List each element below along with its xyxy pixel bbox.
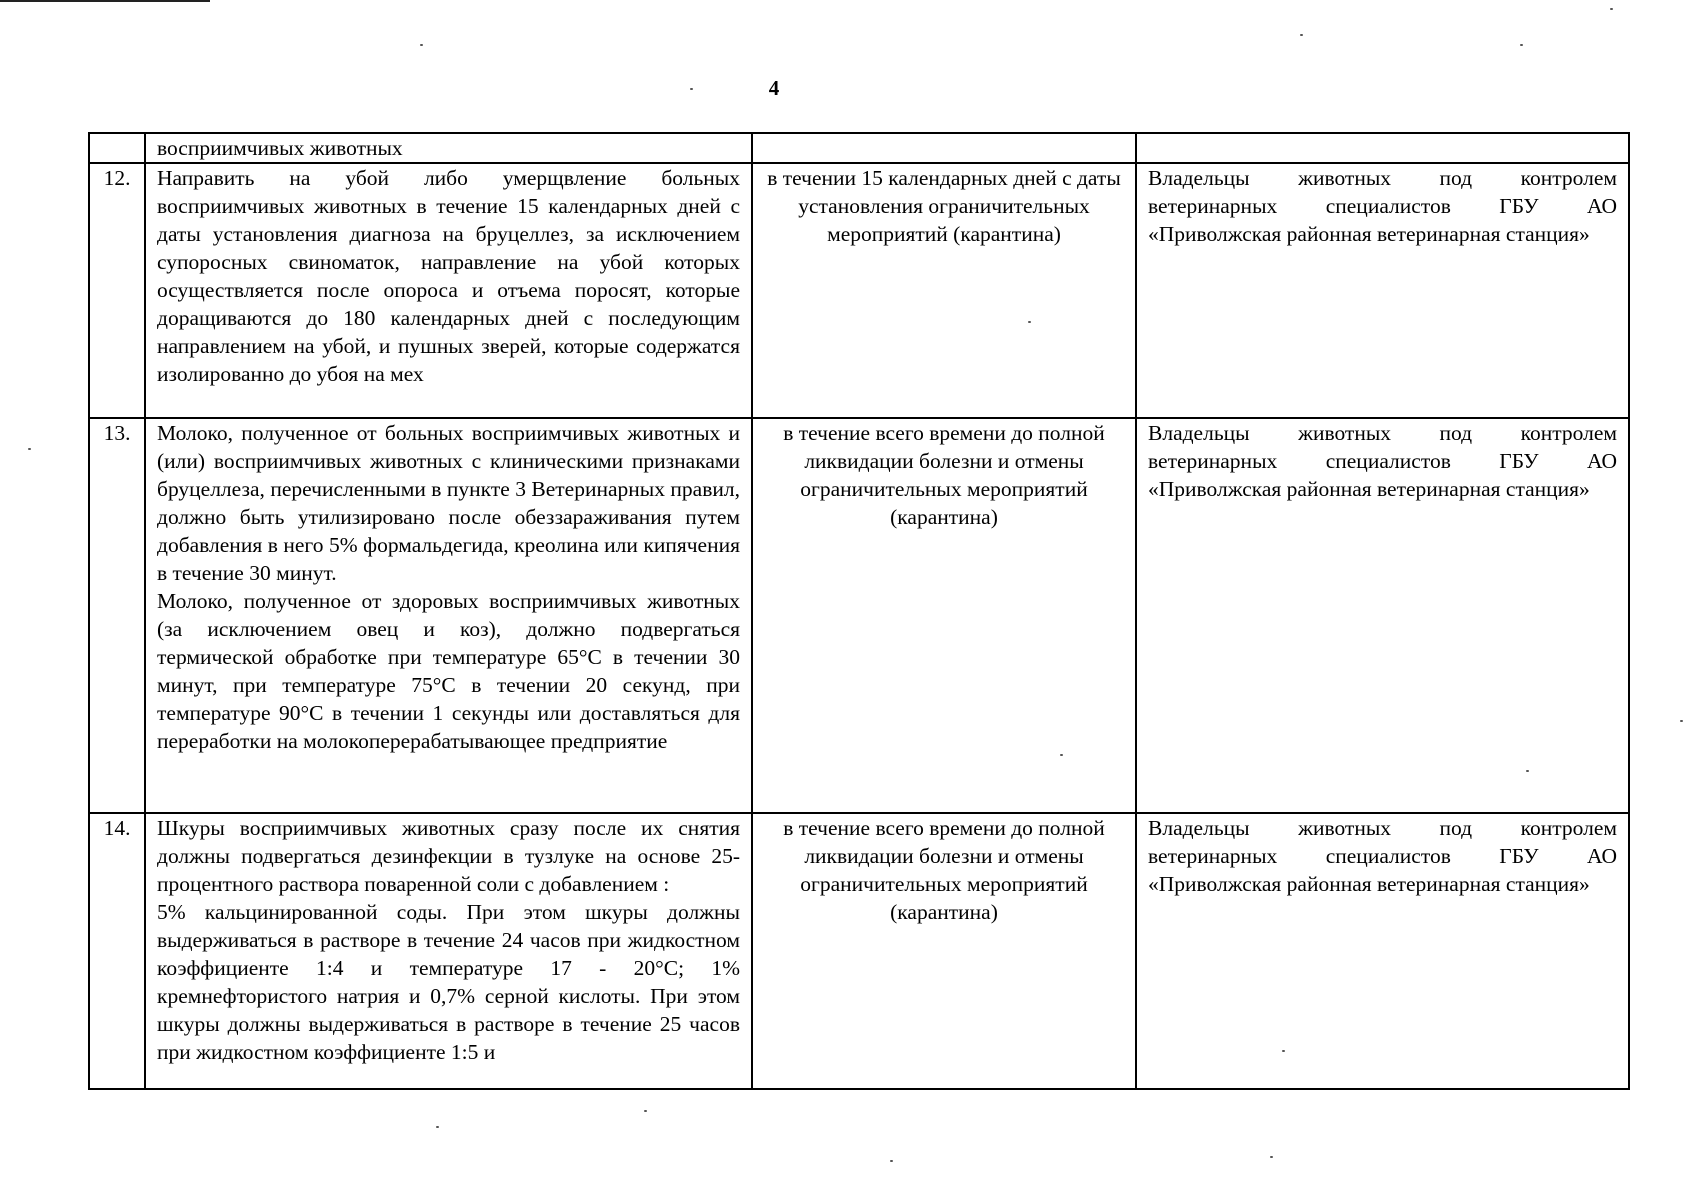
row-number-cell (89, 133, 145, 163)
scan-speck (1028, 321, 1031, 323)
scan-speck (1060, 754, 1063, 756)
measure-text: Направить на убой либо умерщвление больных восприимчивых животных в течение 15 календарных дней с даты установления диагноза на бруцеллез, за исключением супоросных свиноматок, направление на убой которых осуществляется после опороса и отъема поросят, которые доращиваются до 180 календарных дней с последующим направлением на убой, и пушных зверей, которые содержатся изолированно до убоя на мех (157, 166, 740, 386)
term-cell: в течении 15 календарных дней с даты установления ограничительных мероприятий (карантина) (752, 163, 1136, 418)
scan-speck (890, 1160, 893, 1162)
table-row (89, 163, 1629, 418)
scan-speck (1680, 720, 1683, 722)
scan-speck (436, 1126, 439, 1128)
scan-speck (1282, 1050, 1285, 1052)
measure-text: Шкуры восприимчивых животных сразу после их снятия должны подвергаться дезинфекции в тузлуке на основе 25-процентного раствора поваренной соли с добавлением : (157, 816, 740, 896)
scan-speck (690, 88, 693, 90)
scan-speck (28, 448, 31, 450)
scan-edge-rule (0, 0, 210, 2)
term-cell (752, 133, 1136, 163)
measure-text: Молоко, полученное от больных восприимчивых животных и (или) восприимчивых животных с клиническими признаками бруцеллеза, перечисленными в пункте 3 Ветеринарных правил, должно быть утилизировано после обеззараживания путем добавления в него 5% формальдегида, креолина или кипячения в течение 30 минут. (157, 421, 740, 585)
term-cell: в течение всего времени до полной ликвидации болезни и отмены ограничительных мероприятий (карантина) (752, 813, 1136, 1089)
measure-cell (145, 163, 752, 418)
measure-cell (145, 133, 752, 163)
row-number-cell: 14. (89, 813, 145, 1089)
term-cell: в течение всего времени до полной ликвидации болезни и отмены ограничительных мероприятий (карантина) (752, 418, 1136, 813)
scan-speck (1300, 34, 1303, 36)
row-number-cell: 12. (89, 163, 145, 418)
scan-speck (1520, 44, 1523, 46)
scan-speck (420, 44, 423, 46)
measure-text: 5% кальцинированной соды. При этом шкуры должны выдерживаться в растворе в течение 24 часов при жидкостном коэффициенте 1:4 и температуре 17 - 20°С; 1% кремнефтористого натрия и 0,7% серной кислоты. При этом шкуры должны выдерживаться в растворе в течение 25 часов при жидкостном коэффициенте 1:5 и (157, 900, 740, 1064)
scan-speck (1270, 1156, 1273, 1158)
measure-cell (145, 418, 752, 813)
responsible-cell (1136, 133, 1629, 163)
scan-speck (644, 1110, 647, 1112)
measures-table (88, 132, 1630, 1090)
table-row-continuation (89, 133, 1629, 163)
responsible-cell: Владельцы животных под контролем ветеринарных специалистов ГБУ АО «Приволжская районная ветеринарная станция» (1136, 813, 1629, 1089)
scan-speck (1610, 8, 1613, 10)
responsible-cell: Владельцы животных под контролем ветеринарных специалистов ГБУ АО «Приволжская районная ветеринарная станция» (1136, 418, 1629, 813)
scan-speck (1526, 770, 1529, 772)
page-number: 4 (768, 76, 780, 100)
responsible-cell: Владельцы животных под контролем ветеринарных специалистов ГБУ АО «Приволжская районная ветеринарная станция» (1136, 163, 1629, 418)
table-row (89, 418, 1629, 813)
row-number-cell: 13. (89, 418, 145, 813)
table-row (89, 813, 1629, 1089)
measure-text: Молоко, полученное от здоровых восприимчивых животных (за исключением овец и коз), должно подвергаться термической обработке при температуре 65°С в течении 30 минут, при температуре 75°С в течении 20 секунд, при температуре 90°С в течении 1 секунды или доставляться для переработки на молокоперерабатывающее предприятие (157, 589, 740, 753)
measure-text: восприимчивых животных (157, 136, 403, 160)
measure-cell (145, 813, 752, 1089)
